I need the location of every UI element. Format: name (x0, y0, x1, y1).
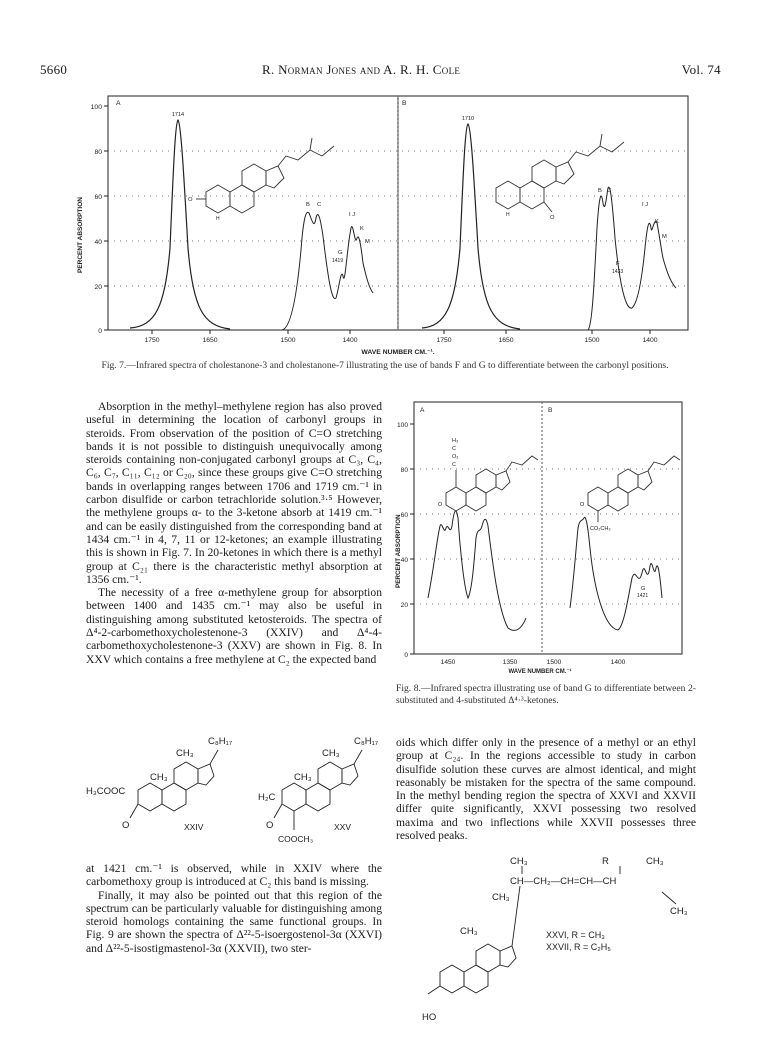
fig8-caption: Fig. 8.—Infrared spectra illustrating use of band G to differentiate between 2-substituted and 4-substituted Δ⁴·³-ketones. (396, 683, 696, 706)
fig7-peak-label: K (655, 219, 659, 225)
struct-label: XXV (334, 822, 352, 832)
fig7-caption: Fig. 7.—Infrared spectra of cholestanone-3 and cholestanone-7 illustrating the use of bands F and G to differentiate between the carbonyl positions. (101, 360, 669, 371)
fig7-peak-label: 1419 (332, 258, 344, 264)
fig8-peak-label: G (641, 586, 646, 592)
fig7-peak-label: 1714 (171, 112, 185, 118)
fig7-x-tick: 1650 (498, 337, 514, 344)
struct-label: CH₃ (176, 748, 194, 759)
fig7-y-tick: 80 (94, 149, 102, 156)
fig7-y-tick: 0 (98, 328, 102, 335)
page-number: 5660 (40, 62, 68, 77)
struct-label: XXVII, R = C₂H₅ (546, 942, 611, 952)
struct-label: H₂C (258, 792, 276, 803)
struct-label: CH₃ (670, 906, 688, 917)
fig7-struct-label: O (550, 215, 555, 221)
fig8-struct-label: O₂ (452, 454, 459, 460)
fig7-peak-label: K (360, 226, 364, 232)
fig7-struct-label: H (506, 212, 510, 218)
struct-label: HO (422, 1012, 437, 1023)
struct-label: XXIV (184, 822, 204, 832)
fig8-struct-label: O (580, 502, 585, 508)
fig7-x-tick: 1750 (144, 337, 160, 344)
fig8-struct-label: H₃ (452, 438, 459, 444)
fig7-peak-label: B (306, 202, 310, 208)
fig8-struct-label: C (452, 446, 456, 452)
fig8-x-tick: 1350 (502, 659, 518, 666)
fig7-x-tick: 1650 (202, 337, 218, 344)
fig8-y-tick: 0 (404, 652, 408, 659)
fig7-peak-label: F (616, 261, 620, 267)
fig7-x-axis-label: WAVE NUMBER CM.⁻¹. (361, 349, 435, 356)
structures-xxiv-xxv (86, 730, 386, 860)
struct-label: CH₃ (150, 772, 168, 783)
fig8-y-tick: 60 (400, 512, 408, 519)
figure-7 (60, 88, 710, 370)
struct-label: CH₃ (646, 856, 664, 867)
paragraph: at 1421 cm.⁻¹ is observed, while in XXIV where the carbomethoxy group is introduced at C₂ this band is missing. (86, 862, 382, 889)
fig8-struct-label: O (438, 502, 443, 508)
struct-label: CH₃ (492, 892, 510, 903)
fig7-x-tick: 1400 (342, 337, 358, 344)
left-column-top (86, 400, 382, 666)
fig7-peak-label: B (598, 188, 602, 194)
fig8-panel-a-label: A (420, 407, 425, 414)
fig8-x-tick: 1450 (440, 659, 456, 666)
figure-8 (392, 398, 692, 680)
fig7-x-tick: 1750 (436, 337, 452, 344)
struct-label: COOCH₃ (278, 834, 314, 844)
fig7-y-tick: 40 (94, 239, 102, 246)
fig8-y-tick: 40 (400, 557, 408, 564)
fig7-peak-label: M (365, 239, 370, 245)
right-column (396, 736, 696, 842)
paragraph: oids which differ only in the presence of a methyl or an ethyl group at C₂₄. In the regions accessible to study in carbon disulfide solution these curves are almost identical, and might reasonably be mistaken for the spectra of the same compound. In the methyl bending region the spectra of XXVI and XXVII differ quite significantly, XXVI possessing two resolved maxima and two inflections while XXVII possesses three resolved peaks. (396, 736, 696, 843)
struct-label: CH₃ (510, 856, 528, 867)
struct-label: CH₃ (322, 748, 340, 759)
struct-label: R (602, 856, 609, 867)
fig8-panel-b-label: B (548, 407, 553, 414)
fig7-struct-label: O (188, 197, 193, 203)
fig7-panel-b-frame (398, 96, 688, 330)
running-head-authors: R. Norman Jones and A. R. H. Cole (262, 62, 461, 77)
fig7-peak-label: M (662, 234, 667, 240)
fig7-peak-label: G (338, 250, 343, 256)
struct-label: XXVI, R = CH₃ (546, 930, 605, 940)
paragraph: Finally, it may also be pointed out that this region of the spectrum can be particularly valuable for distinguishing among steroid homologs containing the same functional groups. In Fig. 9 are shown the spectra of Δ²²-5-isoergostenol-3α (XXVI) and Δ²²-5-isostigmastenol-3α (XXVII), two ster- (86, 888, 382, 955)
struct-label: O (122, 820, 130, 831)
fig7-peak-label: C (317, 202, 322, 208)
struct-label: CH—CH₂—CH=CH—CH (510, 876, 617, 887)
fig7-y-tick: 20 (94, 284, 102, 291)
fig7-struct-label: H (216, 216, 220, 222)
fig8-y-axis-label: PERCENT ABSORPTION (395, 514, 402, 588)
structure-xxvi (412, 852, 702, 1032)
fig8-y-tick: 80 (400, 467, 408, 474)
fig7-peak-label: I J (642, 202, 649, 208)
fig8-x-tick: 1500 (546, 659, 562, 666)
volume-label: Vol. 74 (681, 62, 721, 77)
fig7-x-tick: 1400 (642, 337, 658, 344)
fig7-y-axis-label: PERCENT ABSORPTION (77, 197, 84, 273)
fig8-peak-label: 1421 (637, 593, 649, 599)
struct-label: C₈H₁₇ (208, 736, 233, 747)
struct-label: O (266, 820, 274, 831)
fig7-x-tick: 1500 (584, 337, 600, 344)
paragraph: Absorption in the methyl–methylene region has also proved useful in determining the location of carbonyl groups in steroids. From observation of the position of C=O stretching bands it is not possible to distinguish unequivocally among steroids containing non-conjugated carbonyl groups at C₃, C₄, C₆, C₇, C₁₁, C₁₂ or C₂₀, since these groups give C=O stretching bands in overlapping ranges between 1706 and 1719 cm.⁻¹ in carbon disulfide or carbon tetrachloride solution.³·⁵ However, the methylene groups α- to the 3-ketone absorb at 1419 cm.⁻¹ and can be easily distinguished from the corresponding band at 1434 cm.⁻¹ in 4, 7, 11 or 12-ketones; an example illustrating this is shown in Fig. 7. In 20-ketones in which there is a methyl group at C₂₁ there is the characteristic methyl absorption at 1356 cm.⁻¹. (86, 400, 382, 586)
fig8-struct-label: C (452, 462, 456, 468)
paragraph: The necessity of a free α-methylene group for absorption between 1400 and 1435 cm.⁻¹ may also be useful in distinguishing among substituted ketosteroids. The spectra of Δ⁴-2-carbomethoxycholestenone-3 (XXIV) and Δ⁴-4-carbomethoxycholestenone-3 (XXV) are shown in Fig. 8. In XXV which contains a free methylene at C₂ the expected band (86, 586, 382, 666)
fig8-struct-label: CO₂CH₃ (590, 526, 611, 532)
fig8-x-axis-label: WAVE NUMBER CM.⁻¹ (508, 669, 572, 675)
fig8-y-tick: 100 (396, 422, 408, 429)
fig7-y-tick: 60 (94, 194, 102, 201)
left-column-bottom (86, 862, 382, 955)
fig7-y-tick: 100 (90, 104, 102, 111)
fig8-x-tick: 1400 (610, 659, 626, 666)
fig7-peak-label: 1433 (612, 269, 624, 275)
fig7-peak-label: I J (349, 212, 356, 218)
fig7-x-tick: 1500 (280, 337, 296, 344)
struct-label: C₈H₁₇ (354, 736, 379, 747)
fig8-y-tick: 20 (400, 602, 408, 609)
fig7-panel-b-label: B (402, 100, 407, 107)
fig7-peak-label: C (607, 188, 612, 194)
struct-label: H₃COOC (86, 786, 126, 797)
struct-label: CH₃ (460, 926, 478, 937)
struct-label: CH₃ (294, 772, 312, 783)
fig7-peak-label: 1710 (461, 116, 475, 122)
fig7-panel-a-label: A (116, 100, 121, 107)
